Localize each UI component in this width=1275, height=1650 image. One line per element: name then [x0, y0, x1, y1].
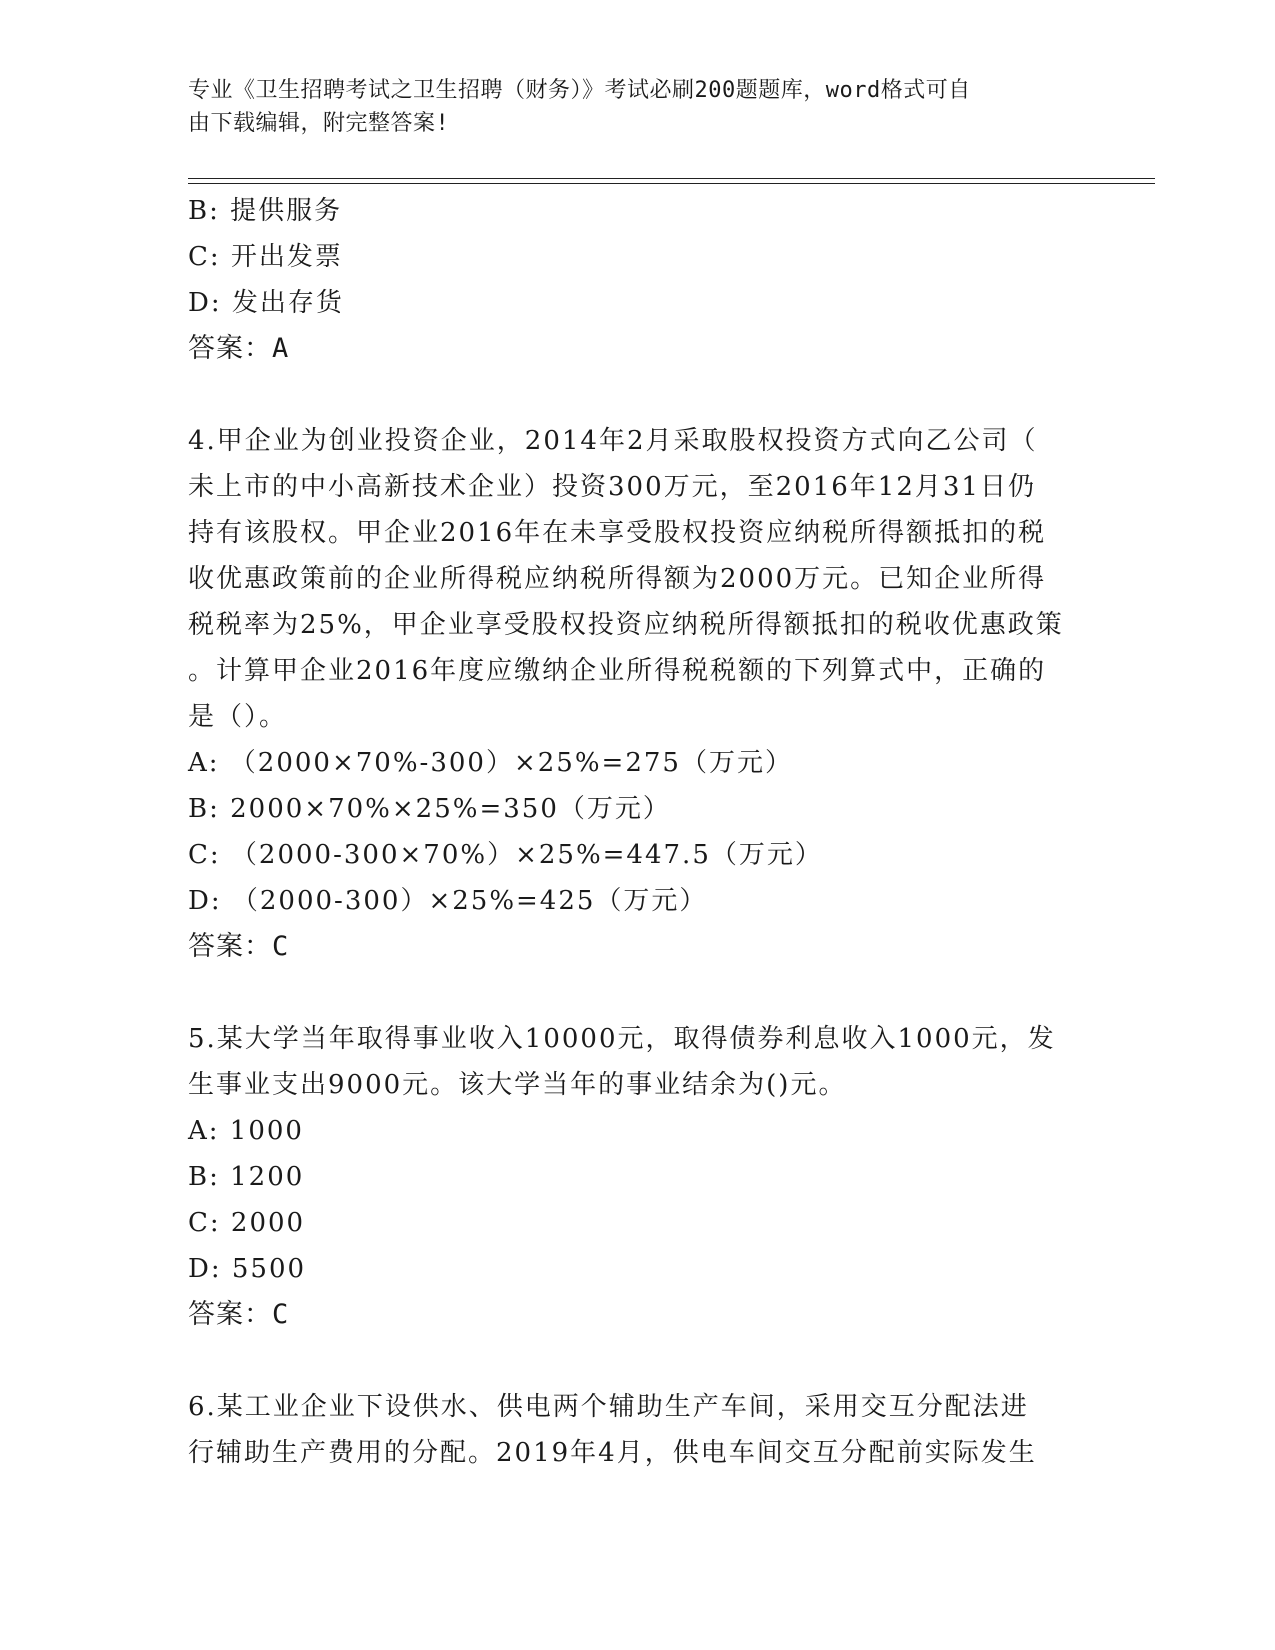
question-6-fragment	[188, 1384, 1088, 1476]
answer: 答案：A	[188, 333, 290, 364]
option-b: B: 2000×70%×25%=350（万元）	[188, 794, 671, 824]
header-line-1: 专业《卫生招聘考试之卫生招聘（财务）》考试必刷200题题库，word格式可自	[188, 78, 971, 103]
question-stem-line: 是（）。	[188, 702, 288, 732]
option-c: C: （2000-300×70%）×25%=447.5（万元）	[188, 840, 823, 870]
spacer	[188, 970, 1088, 1016]
answer: 答案：C	[188, 1299, 290, 1330]
answer: 答案：C	[188, 931, 290, 962]
document-body	[188, 188, 1088, 1476]
option-a: A: （2000×70%-300）×25%=275（万元）	[188, 748, 793, 778]
option-d: D: 5500	[188, 1254, 307, 1284]
option-a: A: 1000	[188, 1116, 304, 1146]
spacer	[188, 1338, 1088, 1384]
question-stem-line: 5.某大学当年取得事业收入10000元，取得债券利息收入1000元，发	[188, 1024, 1056, 1054]
option-b: B: 提供服务	[188, 196, 343, 226]
header-divider-bottom	[188, 183, 1155, 184]
question-stem-line: 未上市的中小高新技术企业）投资300万元，至2016年12月31日仍	[188, 472, 1036, 502]
question-stem-line: 收优惠政策前的企业所得税应纳税所得额为2000万元。已知企业所得	[188, 564, 1047, 594]
question-stem-line: 。计算甲企业2016年度应缴纳企业所得税税额的下列算式中，正确的	[188, 656, 1047, 686]
spacer	[188, 372, 1088, 418]
question-5	[188, 1016, 1088, 1338]
header-line-2: 由下载编辑，附完整答案!	[188, 111, 450, 136]
question-4	[188, 418, 1088, 970]
question-stem-line: 4.甲企业为创业投资企业，2014年2月采取股权投资方式向乙公司（	[188, 426, 1038, 456]
question-3-fragment	[188, 188, 1088, 372]
option-d: D: （2000-300）×25%=425（万元）	[188, 886, 708, 916]
question-stem-line: 生事业支出9000元。该大学当年的事业结余为()元。	[188, 1070, 847, 1100]
question-stem-line: 持有该股权。甲企业2016年在未享受股权投资应纳税所得额抵扣的税	[188, 518, 1047, 548]
question-stem-line: 行辅助生产费用的分配。2019年4月，供电车间交互分配前实际发生	[188, 1438, 1037, 1468]
option-c: C: 2000	[188, 1208, 306, 1238]
option-c: C: 开出发票	[188, 242, 343, 272]
question-stem-line: 税税率为25%，甲企业享受股权投资应纳税所得额抵扣的税收优惠政策	[188, 610, 1064, 640]
document-header	[188, 74, 1068, 140]
header-divider-top	[188, 178, 1155, 179]
option-b: B: 1200	[188, 1162, 305, 1192]
option-d: D: 发出存货	[188, 288, 344, 318]
question-stem-line: 6.某工业企业下设供水、供电两个辅助生产车间，采用交互分配法进	[188, 1392, 1029, 1422]
